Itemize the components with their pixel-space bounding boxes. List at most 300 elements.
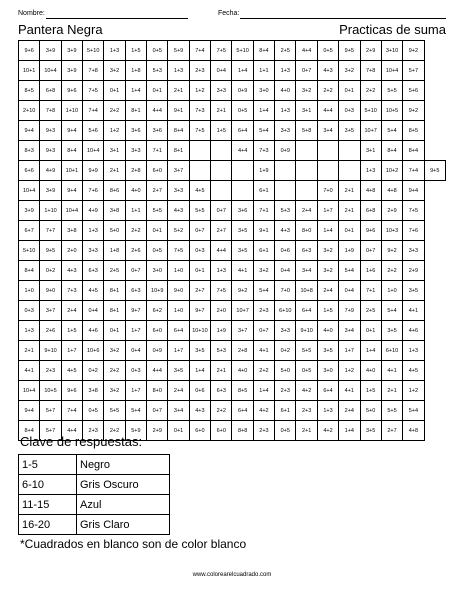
grid-cell[interactable]: 4+5 bbox=[403, 361, 424, 381]
grid-cell[interactable]: 7+5 bbox=[211, 281, 232, 301]
grid-cell[interactable]: 9+4 bbox=[61, 181, 82, 201]
grid-cell[interactable]: 8+4 bbox=[381, 141, 402, 161]
grid-cell[interactable]: 4+4 bbox=[211, 241, 232, 261]
grid-cell[interactable]: 9+6 bbox=[19, 41, 40, 61]
grid-cell[interactable]: 7+9 bbox=[339, 301, 360, 321]
grid-cell[interactable]: 0+5 bbox=[83, 401, 104, 421]
grid-cell[interactable]: 2+2 bbox=[360, 81, 381, 101]
grid-cell[interactable]: 1+4 bbox=[317, 221, 338, 241]
grid-cell[interactable] bbox=[275, 181, 296, 201]
grid-cell[interactable]: 3+5 bbox=[403, 281, 424, 301]
grid-cell[interactable]: 0+5 bbox=[317, 41, 338, 61]
grid-cell[interactable]: 4+6 bbox=[83, 321, 104, 341]
grid-cell[interactable]: 2+0 bbox=[211, 301, 232, 321]
grid-cell[interactable]: 0+4 bbox=[83, 301, 104, 321]
grid-cell[interactable] bbox=[275, 161, 296, 181]
grid-cell[interactable]: 1+5 bbox=[125, 41, 146, 61]
grid-cell[interactable] bbox=[211, 181, 232, 201]
grid-cell[interactable]: 2+2 bbox=[104, 361, 125, 381]
grid-cell[interactable]: 1+6 bbox=[360, 261, 381, 281]
grid-cell[interactable]: 6+4 bbox=[232, 121, 253, 141]
grid-cell[interactable]: 3+0 bbox=[317, 361, 338, 381]
grid-cell[interactable]: 2+7 bbox=[189, 281, 210, 301]
grid-cell[interactable]: 1+3 bbox=[360, 161, 381, 181]
grid-cell[interactable]: 9+6 bbox=[360, 221, 381, 241]
grid-cell[interactable]: 5+5 bbox=[147, 201, 168, 221]
grid-cell[interactable]: 4+1 bbox=[19, 361, 40, 381]
grid-cell[interactable] bbox=[296, 141, 317, 161]
grid-cell[interactable]: 2+3 bbox=[275, 381, 296, 401]
grid-cell[interactable]: 2+0 bbox=[61, 241, 82, 261]
grid-cell[interactable]: 5+4 bbox=[125, 401, 146, 421]
grid-cell[interactable]: 1+10 bbox=[61, 101, 82, 121]
grid-cell[interactable]: 6+4 bbox=[296, 301, 317, 321]
grid-cell[interactable]: 5+9 bbox=[168, 41, 189, 61]
grid-cell[interactable]: 5+4 bbox=[339, 261, 360, 281]
grid-cell[interactable]: 1+10 bbox=[40, 201, 61, 221]
grid-cell[interactable]: 5+10 bbox=[19, 241, 40, 261]
grid-cell[interactable]: 0+1 bbox=[147, 81, 168, 101]
grid-cell[interactable]: 1+8 bbox=[125, 61, 146, 81]
grid-cell[interactable]: 8+4 bbox=[403, 141, 424, 161]
grid-cell[interactable]: 7+3 bbox=[61, 281, 82, 301]
grid-cell[interactable]: 1+3 bbox=[275, 101, 296, 121]
grid-cell[interactable]: 0+1 bbox=[147, 221, 168, 241]
grid-cell[interactable]: 9+2 bbox=[381, 241, 402, 261]
grid-cell[interactable]: 4+4 bbox=[61, 421, 82, 441]
grid-cell[interactable]: 4+9 bbox=[40, 161, 61, 181]
grid-cell[interactable]: 1+3 bbox=[168, 61, 189, 81]
grid-cell[interactable]: 3+6 bbox=[125, 121, 146, 141]
grid-cell[interactable]: 0+1 bbox=[104, 81, 125, 101]
grid-cell[interactable]: 8+4 bbox=[168, 121, 189, 141]
grid-cell[interactable] bbox=[317, 161, 338, 181]
grid-cell[interactable]: 3+1 bbox=[360, 141, 381, 161]
grid-cell[interactable]: 7+5 bbox=[168, 241, 189, 261]
grid-cell[interactable]: 0+1 bbox=[168, 421, 189, 441]
grid-cell[interactable]: 4+2 bbox=[296, 381, 317, 401]
grid-cell[interactable]: 0+4 bbox=[125, 341, 146, 361]
grid-cell[interactable]: 2+3 bbox=[253, 421, 274, 441]
grid-cell[interactable]: 4+4 bbox=[296, 41, 317, 61]
grid-cell[interactable]: 2+2 bbox=[211, 401, 232, 421]
grid-cell[interactable]: 2+1 bbox=[339, 181, 360, 201]
grid-cell[interactable]: 3+3 bbox=[403, 241, 424, 261]
grid-cell[interactable]: 5+0 bbox=[275, 361, 296, 381]
grid-cell[interactable]: 3+8 bbox=[83, 381, 104, 401]
grid-cell[interactable]: 5+0 bbox=[104, 221, 125, 241]
grid-cell[interactable]: 9+4 bbox=[403, 181, 424, 201]
grid-cell[interactable]: 3+9 bbox=[61, 41, 82, 61]
grid-cell[interactable]: 0+7 bbox=[147, 401, 168, 421]
grid-cell[interactable]: 2+1 bbox=[339, 201, 360, 221]
grid-cell[interactable]: 10+4 bbox=[19, 181, 40, 201]
grid-cell[interactable]: 7+8 bbox=[83, 61, 104, 81]
grid-cell[interactable]: 1+4 bbox=[232, 61, 253, 81]
grid-cell[interactable]: 7+5 bbox=[211, 41, 232, 61]
grid-cell[interactable]: 1+3 bbox=[317, 401, 338, 421]
grid-cell[interactable]: 9+6 bbox=[61, 381, 82, 401]
grid-cell[interactable]: 8+4 bbox=[19, 421, 40, 441]
grid-cell[interactable]: 1+7 bbox=[125, 381, 146, 401]
grid-cell[interactable]: 8+1 bbox=[168, 141, 189, 161]
grid-cell[interactable]: 9+9 bbox=[83, 161, 104, 181]
grid-cell[interactable]: 6+0 bbox=[147, 161, 168, 181]
grid-cell[interactable]: 9+5 bbox=[424, 161, 445, 181]
grid-cell[interactable]: 0+3 bbox=[125, 361, 146, 381]
grid-cell[interactable]: 2+4 bbox=[168, 381, 189, 401]
grid-cell[interactable] bbox=[296, 161, 317, 181]
grid-cell[interactable]: 3+2 bbox=[317, 261, 338, 281]
grid-cell[interactable]: 1+0 bbox=[168, 301, 189, 321]
grid-cell[interactable]: 4+1 bbox=[339, 381, 360, 401]
grid-cell[interactable]: 4+4 bbox=[317, 101, 338, 121]
grid-cell[interactable]: 6+0 bbox=[147, 321, 168, 341]
grid-cell[interactable]: 6+8 bbox=[360, 201, 381, 221]
grid-cell[interactable]: 4+5 bbox=[189, 181, 210, 201]
grid-cell[interactable]: 3+7 bbox=[168, 161, 189, 181]
grid-cell[interactable]: 1+5 bbox=[211, 121, 232, 141]
grid-cell[interactable]: 1+5 bbox=[317, 301, 338, 321]
grid-cell[interactable]: 5+6 bbox=[403, 81, 424, 101]
grid-cell[interactable]: 8+5 bbox=[403, 121, 424, 141]
grid-cell[interactable]: 4+1 bbox=[253, 341, 274, 361]
grid-cell[interactable]: 7+1 bbox=[147, 141, 168, 161]
grid-cell[interactable]: 7+5 bbox=[83, 81, 104, 101]
grid-cell[interactable]: 2+1 bbox=[296, 421, 317, 441]
grid-cell[interactable]: 2+9 bbox=[147, 421, 168, 441]
grid-cell[interactable]: 4+5 bbox=[83, 281, 104, 301]
grid-cell[interactable]: 10+6 bbox=[83, 341, 104, 361]
grid-cell[interactable]: 1+7 bbox=[125, 321, 146, 341]
grid-cell[interactable]: 8+1 bbox=[104, 281, 125, 301]
grid-cell[interactable]: 7+4 bbox=[189, 41, 210, 61]
grid-cell[interactable] bbox=[339, 141, 360, 161]
grid-cell[interactable]: 4+3 bbox=[317, 61, 338, 81]
grid-cell[interactable]: 3+2 bbox=[104, 381, 125, 401]
grid-cell[interactable]: 7+0 bbox=[275, 281, 296, 301]
grid-cell[interactable]: 10+7 bbox=[232, 301, 253, 321]
grid-cell[interactable]: 2+2 bbox=[125, 221, 146, 241]
grid-cell[interactable]: 0+9 bbox=[232, 81, 253, 101]
grid-cell[interactable]: 2+4 bbox=[317, 281, 338, 301]
grid-cell[interactable]: 5+9 bbox=[125, 421, 146, 441]
grid-cell[interactable]: 6+6 bbox=[19, 161, 40, 181]
grid-cell[interactable]: 0+7 bbox=[189, 221, 210, 241]
grid-cell[interactable]: 10+4 bbox=[381, 61, 402, 81]
grid-cell[interactable]: 1+5 bbox=[360, 381, 381, 401]
grid-cell[interactable]: 8+6 bbox=[104, 181, 125, 201]
grid-cell[interactable]: 10+4 bbox=[83, 141, 104, 161]
grid-cell[interactable]: 2+9 bbox=[360, 41, 381, 61]
grid-cell[interactable]: 6+10 bbox=[275, 301, 296, 321]
grid-cell[interactable] bbox=[296, 181, 317, 201]
grid-cell[interactable]: 6+10 bbox=[381, 341, 402, 361]
grid-cell[interactable]: 4+3 bbox=[189, 401, 210, 421]
grid-cell[interactable]: 4+4 bbox=[232, 141, 253, 161]
grid-cell[interactable]: 2+4 bbox=[61, 301, 82, 321]
grid-cell[interactable]: 1+1 bbox=[253, 61, 274, 81]
grid-cell[interactable]: 9+7 bbox=[189, 301, 210, 321]
grid-cell[interactable]: 3+4 bbox=[317, 121, 338, 141]
grid-cell[interactable]: 2+7 bbox=[211, 221, 232, 241]
grid-cell[interactable]: 5+10 bbox=[83, 41, 104, 61]
grid-cell[interactable]: 3+9 bbox=[19, 201, 40, 221]
grid-cell[interactable] bbox=[211, 141, 232, 161]
grid-cell[interactable]: 6+4 bbox=[232, 401, 253, 421]
grid-cell[interactable]: 4+0 bbox=[275, 81, 296, 101]
grid-cell[interactable]: 8+4 bbox=[19, 261, 40, 281]
grid-cell[interactable]: 1+9 bbox=[339, 241, 360, 261]
grid-cell[interactable]: 6+4 bbox=[317, 381, 338, 401]
grid-cell[interactable]: 9+6 bbox=[61, 81, 82, 101]
grid-cell[interactable]: 4+4 bbox=[147, 361, 168, 381]
grid-cell[interactable]: 3+1 bbox=[296, 101, 317, 121]
grid-cell[interactable]: 3+2 bbox=[104, 341, 125, 361]
grid-cell[interactable]: 8+5 bbox=[19, 81, 40, 101]
grid-cell[interactable]: 3+2 bbox=[104, 61, 125, 81]
grid-cell[interactable]: 4+5 bbox=[61, 361, 82, 381]
grid-cell[interactable]: 3+4 bbox=[339, 321, 360, 341]
grid-cell[interactable]: 3+5 bbox=[381, 321, 402, 341]
grid-cell[interactable]: 0+2 bbox=[83, 361, 104, 381]
grid-cell[interactable]: 7+3 bbox=[189, 101, 210, 121]
grid-cell[interactable]: 8+0 bbox=[296, 221, 317, 241]
grid-cell[interactable]: 3+7 bbox=[232, 321, 253, 341]
grid-cell[interactable]: 7+1 bbox=[253, 201, 274, 221]
grid-cell[interactable]: 4+0 bbox=[125, 181, 146, 201]
grid-cell[interactable]: 3+5 bbox=[168, 361, 189, 381]
grid-cell[interactable]: 8+1 bbox=[125, 101, 146, 121]
grid-cell[interactable]: 10+5 bbox=[40, 381, 61, 401]
grid-cell[interactable]: 0+7 bbox=[296, 61, 317, 81]
grid-cell[interactable]: 4+1 bbox=[403, 301, 424, 321]
grid-cell[interactable]: 3+0 bbox=[147, 261, 168, 281]
grid-cell[interactable]: 5+3 bbox=[275, 201, 296, 221]
grid-cell[interactable]: 1+2 bbox=[104, 121, 125, 141]
grid-cell[interactable]: 4+9 bbox=[83, 201, 104, 221]
grid-cell[interactable]: 2+10 bbox=[19, 101, 40, 121]
grid-cell[interactable]: 2+6 bbox=[40, 321, 61, 341]
grid-cell[interactable]: 2+5 bbox=[275, 41, 296, 61]
grid-cell[interactable]: 1+3 bbox=[104, 41, 125, 61]
grid-cell[interactable]: 1+9 bbox=[211, 321, 232, 341]
grid-cell[interactable]: 3+7 bbox=[40, 301, 61, 321]
grid-cell[interactable]: 3+2 bbox=[253, 261, 274, 281]
grid-cell[interactable]: 1+2 bbox=[339, 361, 360, 381]
grid-cell[interactable]: 9+3 bbox=[40, 141, 61, 161]
grid-cell[interactable]: 0+7 bbox=[360, 241, 381, 261]
grid-cell[interactable]: 4+3 bbox=[61, 261, 82, 281]
grid-cell[interactable]: 1+7 bbox=[61, 341, 82, 361]
grid-cell[interactable]: 2+7 bbox=[381, 421, 402, 441]
grid-cell[interactable]: 3+1 bbox=[104, 141, 125, 161]
grid-cell[interactable]: 1+3 bbox=[211, 261, 232, 281]
grid-cell[interactable]: 5+10 bbox=[232, 41, 253, 61]
grid-cell[interactable]: 10+2 bbox=[381, 161, 402, 181]
grid-cell[interactable]: 2+2 bbox=[317, 81, 338, 101]
grid-cell[interactable]: 1+3 bbox=[403, 341, 424, 361]
grid-cell[interactable]: 4+4 bbox=[147, 101, 168, 121]
grid-cell[interactable]: 10+10 bbox=[189, 321, 210, 341]
grid-cell[interactable]: 2+2 bbox=[381, 261, 402, 281]
grid-cell[interactable]: 0+7 bbox=[211, 201, 232, 221]
grid-cell[interactable]: 2+1 bbox=[168, 81, 189, 101]
grid-cell[interactable]: 1+4 bbox=[253, 381, 274, 401]
grid-cell[interactable]: 3+5 bbox=[232, 241, 253, 261]
grid-cell[interactable]: 4+6 bbox=[403, 321, 424, 341]
grid-cell[interactable]: 0+5 bbox=[147, 241, 168, 261]
grid-cell[interactable]: 3+9 bbox=[61, 61, 82, 81]
grid-cell[interactable]: 0+3 bbox=[19, 301, 40, 321]
grid-cell[interactable]: 0+5 bbox=[296, 361, 317, 381]
grid-cell[interactable] bbox=[232, 161, 253, 181]
grid-cell[interactable]: 8+4 bbox=[61, 141, 82, 161]
grid-cell[interactable]: 1+5 bbox=[61, 321, 82, 341]
grid-cell[interactable]: 4+0 bbox=[317, 321, 338, 341]
grid-cell[interactable]: 4+0 bbox=[232, 361, 253, 381]
grid-cell[interactable]: 0+4 bbox=[339, 281, 360, 301]
grid-cell[interactable]: 1+0 bbox=[381, 281, 402, 301]
grid-cell[interactable]: 8+8 bbox=[232, 421, 253, 441]
grid-cell[interactable]: 0+1 bbox=[339, 81, 360, 101]
grid-cell[interactable]: 0+1 bbox=[104, 321, 125, 341]
grid-cell[interactable]: 8+1 bbox=[104, 301, 125, 321]
grid-cell[interactable]: 0+1 bbox=[339, 221, 360, 241]
grid-cell[interactable]: 7+7 bbox=[40, 221, 61, 241]
grid-cell[interactable]: 5+5 bbox=[296, 341, 317, 361]
grid-cell[interactable]: 1+4 bbox=[189, 361, 210, 381]
grid-cell[interactable]: 10+4 bbox=[40, 61, 61, 81]
grid-cell[interactable]: 10+3 bbox=[381, 221, 402, 241]
grid-cell[interactable]: 1+0 bbox=[19, 281, 40, 301]
grid-cell[interactable]: 8+4 bbox=[253, 41, 274, 61]
grid-cell[interactable]: 10+1 bbox=[19, 61, 40, 81]
grid-cell[interactable]: 0+5 bbox=[147, 41, 168, 61]
grid-cell[interactable]: 9+7 bbox=[125, 301, 146, 321]
grid-cell[interactable]: 3+3 bbox=[211, 81, 232, 101]
grid-cell[interactable] bbox=[339, 161, 360, 181]
grid-cell[interactable]: 4+2 bbox=[317, 421, 338, 441]
grid-cell[interactable]: 3+3 bbox=[275, 121, 296, 141]
grid-cell[interactable]: 9+4 bbox=[19, 121, 40, 141]
grid-cell[interactable]: 4+1 bbox=[381, 361, 402, 381]
grid-cell[interactable]: 0+9 bbox=[147, 341, 168, 361]
grid-cell[interactable]: 1+2 bbox=[403, 381, 424, 401]
grid-cell[interactable]: 3+5 bbox=[317, 341, 338, 361]
grid-cell[interactable]: 7+5 bbox=[189, 121, 210, 141]
grid-cell[interactable]: 4+3 bbox=[168, 201, 189, 221]
grid-cell[interactable]: 3+4 bbox=[168, 401, 189, 421]
grid-cell[interactable]: 5+10 bbox=[360, 101, 381, 121]
grid-cell[interactable]: 7+3 bbox=[253, 141, 274, 161]
grid-cell[interactable]: 5+4 bbox=[253, 281, 274, 301]
grid-cell[interactable]: 0+4 bbox=[211, 61, 232, 81]
grid-cell[interactable]: 7+4 bbox=[403, 161, 424, 181]
grid-cell[interactable]: 3+3 bbox=[275, 321, 296, 341]
grid-cell[interactable]: 2+9 bbox=[381, 201, 402, 221]
grid-cell[interactable]: 7+1 bbox=[360, 281, 381, 301]
grid-cell[interactable]: 2+9 bbox=[403, 261, 424, 281]
grid-cell[interactable]: 10+9 bbox=[147, 281, 168, 301]
grid-cell[interactable]: 2+1 bbox=[211, 361, 232, 381]
grid-cell[interactable]: 7+0 bbox=[317, 181, 338, 201]
grid-cell[interactable]: 4+3 bbox=[275, 221, 296, 241]
grid-cell[interactable]: 5+7 bbox=[40, 421, 61, 441]
grid-cell[interactable]: 1+7 bbox=[317, 201, 338, 221]
grid-cell[interactable]: 7+6 bbox=[403, 221, 424, 241]
grid-cell[interactable]: 2+6 bbox=[125, 241, 146, 261]
grid-cell[interactable]: 1+8 bbox=[104, 241, 125, 261]
grid-cell[interactable]: 1+3 bbox=[83, 221, 104, 241]
grid-cell[interactable]: 2+2 bbox=[104, 421, 125, 441]
grid-cell[interactable]: 1+4 bbox=[339, 421, 360, 441]
grid-cell[interactable]: 3+0 bbox=[253, 81, 274, 101]
grid-cell[interactable]: 6+0 bbox=[189, 421, 210, 441]
grid-cell[interactable]: 9+5 bbox=[40, 241, 61, 261]
grid-cell[interactable]: 5+7 bbox=[403, 61, 424, 81]
grid-cell[interactable]: 2+4 bbox=[296, 201, 317, 221]
grid-cell[interactable]: 9+4 bbox=[19, 401, 40, 421]
grid-cell[interactable]: 9+2 bbox=[232, 281, 253, 301]
grid-cell[interactable]: 6+7 bbox=[19, 221, 40, 241]
grid-cell[interactable]: 0+7 bbox=[125, 261, 146, 281]
grid-cell[interactable]: 6+3 bbox=[125, 281, 146, 301]
grid-cell[interactable]: 4+1 bbox=[232, 261, 253, 281]
grid-cell[interactable]: 0+1 bbox=[360, 321, 381, 341]
grid-cell[interactable]: 7+6 bbox=[83, 181, 104, 201]
grid-cell[interactable]: 9+2 bbox=[403, 41, 424, 61]
grid-cell[interactable]: 6+8 bbox=[40, 81, 61, 101]
grid-cell[interactable]: 0+5 bbox=[275, 421, 296, 441]
grid-cell[interactable]: 3+2 bbox=[317, 241, 338, 261]
grid-cell[interactable]: 10+8 bbox=[296, 281, 317, 301]
grid-cell[interactable]: 0+3 bbox=[339, 101, 360, 121]
grid-cell[interactable]: 5+4 bbox=[381, 301, 402, 321]
grid-cell[interactable] bbox=[189, 161, 210, 181]
grid-cell[interactable]: 2+2 bbox=[104, 101, 125, 121]
grid-cell[interactable]: 6+3 bbox=[83, 261, 104, 281]
grid-cell[interactable]: 9+1 bbox=[168, 101, 189, 121]
grid-cell[interactable]: 4+8 bbox=[381, 181, 402, 201]
grid-cell[interactable]: 1+3 bbox=[275, 61, 296, 81]
grid-cell[interactable]: 1+9 bbox=[253, 161, 274, 181]
grid-cell[interactable]: 1+4 bbox=[360, 341, 381, 361]
grid-cell[interactable]: 5+4 bbox=[381, 121, 402, 141]
grid-cell[interactable]: 6+3 bbox=[211, 381, 232, 401]
grid-cell[interactable]: 6+1 bbox=[253, 241, 274, 261]
grid-cell[interactable]: 3+8 bbox=[104, 201, 125, 221]
grid-cell[interactable]: 5+4 bbox=[403, 401, 424, 421]
grid-cell[interactable]: 3+3 bbox=[83, 241, 104, 261]
grid-cell[interactable]: 3+5 bbox=[360, 421, 381, 441]
grid-cell[interactable]: 9+3 bbox=[40, 121, 61, 141]
grid-cell[interactable]: 4+8 bbox=[360, 181, 381, 201]
grid-cell[interactable]: 0+3 bbox=[189, 241, 210, 261]
grid-cell[interactable]: 3+3 bbox=[125, 141, 146, 161]
grid-cell[interactable]: 0+2 bbox=[275, 341, 296, 361]
grid-cell[interactable]: 1+0 bbox=[168, 261, 189, 281]
grid-cell[interactable]: 1+7 bbox=[168, 341, 189, 361]
grid-cell[interactable]: 3+5 bbox=[189, 341, 210, 361]
footer-url[interactable]: www.colorearelcuadrado.com bbox=[192, 572, 272, 578]
grid-cell[interactable]: 10+1 bbox=[61, 161, 82, 181]
grid-cell[interactable]: 3+6 bbox=[232, 201, 253, 221]
grid-cell[interactable] bbox=[317, 141, 338, 161]
grid-cell[interactable]: 6+0 bbox=[211, 421, 232, 441]
grid-cell[interactable]: 8+5 bbox=[232, 381, 253, 401]
grid-cell[interactable]: 1+7 bbox=[339, 341, 360, 361]
